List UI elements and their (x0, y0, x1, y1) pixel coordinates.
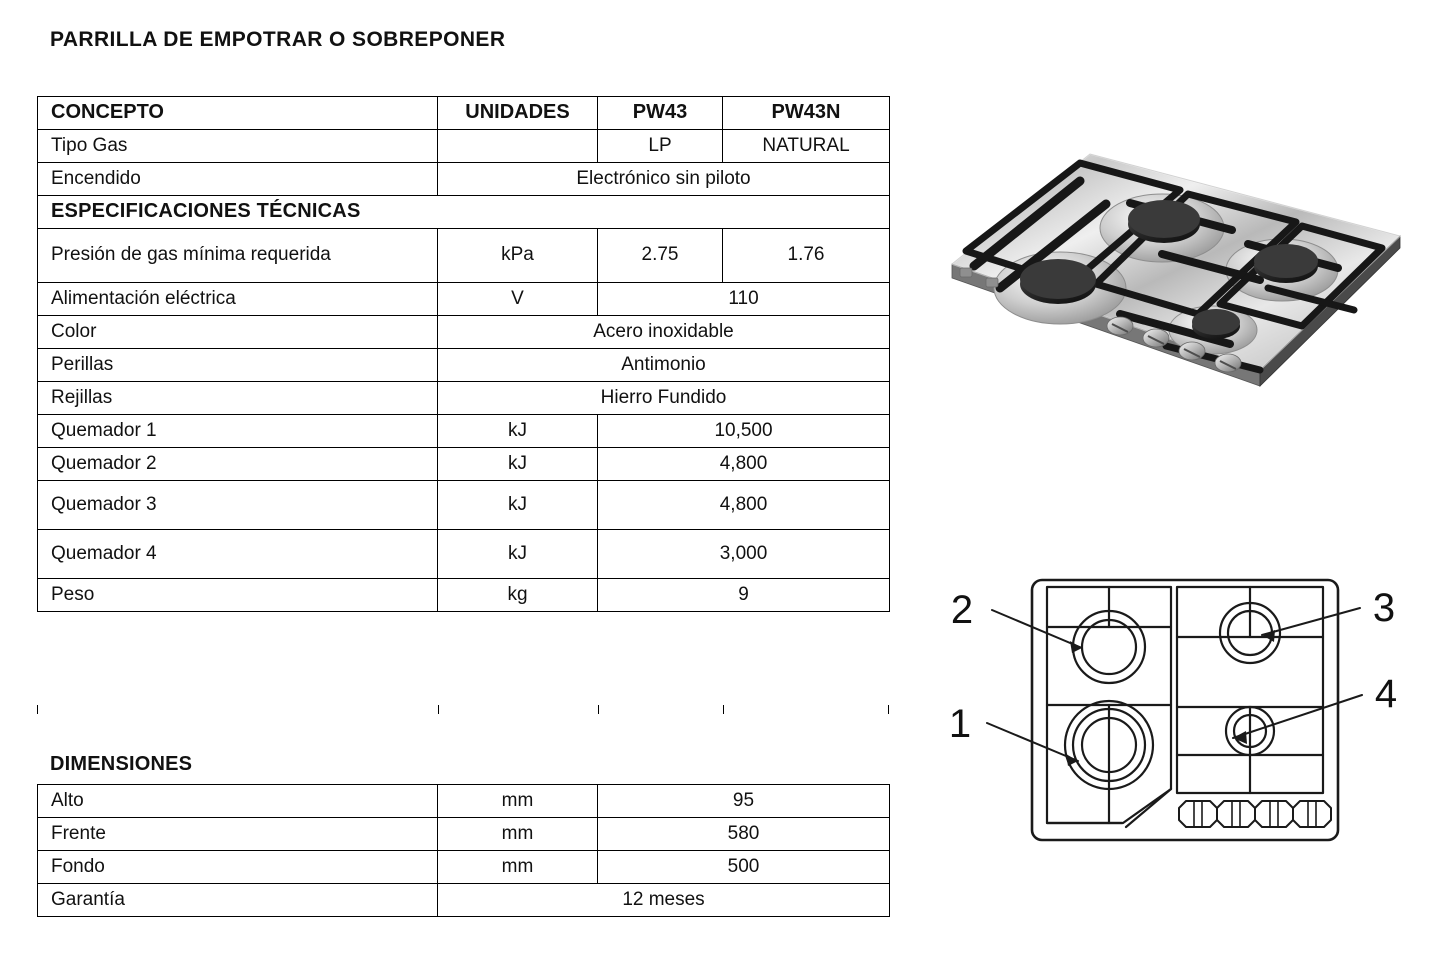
row-units: kJ (438, 530, 598, 579)
row-label: Frente (38, 818, 438, 851)
row-units: kPa (438, 229, 598, 283)
row-value-merged: 12 meses (438, 884, 890, 917)
row-value-merged: 4,800 (598, 481, 890, 530)
row-value-merged: Electrónico sin piloto (438, 163, 890, 196)
row-value: 580 (598, 818, 890, 851)
table-row (38, 130, 890, 163)
row-units: mm (438, 818, 598, 851)
section-heading-row (38, 196, 890, 229)
table-row (38, 163, 890, 196)
row-label: Quemador 4 (38, 530, 438, 579)
row-value-merged: Hierro Fundido (438, 382, 890, 415)
column-header-concepto: CONCEPTO (38, 97, 438, 130)
table-row (38, 316, 890, 349)
row-units: kg (438, 579, 598, 612)
row-value: 95 (598, 785, 890, 818)
row-value-pw43: 2.75 (598, 229, 723, 283)
table-row (38, 448, 890, 481)
row-label: Perillas (38, 349, 438, 382)
product-photo (930, 118, 1415, 418)
row-label: Peso (38, 579, 438, 612)
table-row (38, 349, 890, 382)
dimensions-heading: DIMENSIONES (50, 753, 193, 775)
column-header-unidades: UNIDADES (438, 97, 598, 130)
callout-number-2: 2 (950, 588, 974, 632)
row-units: mm (438, 785, 598, 818)
row-value-pw43n: NATURAL (723, 130, 890, 163)
table-bottom-cutoff (37, 705, 889, 714)
cooktop-top-view-drawing (930, 565, 1420, 865)
row-units: V (438, 283, 598, 316)
row-label: Quemador 1 (38, 415, 438, 448)
page-title: PARRILLA DE EMPOTRAR O SOBREPONER (50, 28, 506, 51)
row-value-merged: 4,800 (598, 448, 890, 481)
column-header-pw43: PW43 (598, 97, 723, 130)
row-units: kJ (438, 448, 598, 481)
burner-layout-diagram (930, 565, 1420, 865)
row-label: Tipo Gas (38, 130, 438, 163)
table-row (38, 579, 890, 612)
column-header-pw43n: PW43N (723, 97, 890, 130)
row-value-pw43n: 1.76 (723, 229, 890, 283)
row-value: 500 (598, 851, 890, 884)
table-row (38, 851, 890, 884)
row-value-merged: 10,500 (598, 415, 890, 448)
row-value-merged: Acero inoxidable (438, 316, 890, 349)
row-label: Alto (38, 785, 438, 818)
leader-line-4 (1233, 695, 1362, 738)
row-label: Alimentación eléctrica (38, 283, 438, 316)
chamfer-edge (1126, 789, 1171, 827)
table-row (38, 884, 890, 917)
callout-number-1: 1 (948, 702, 972, 746)
row-value-merged: Antimonio (438, 349, 890, 382)
cooktop-photo-illustration (930, 118, 1415, 418)
row-label: Garantía (38, 884, 438, 917)
row-label: Color (38, 316, 438, 349)
row-label: Encendido (38, 163, 438, 196)
table-row (38, 382, 890, 415)
row-units (438, 130, 598, 163)
specifications-table (37, 96, 890, 612)
row-label: Presión de gas mínima requerida (38, 229, 438, 283)
row-label: Rejillas (38, 382, 438, 415)
table-row (38, 818, 890, 851)
row-units: kJ (438, 481, 598, 530)
row-units: mm (438, 851, 598, 884)
dimensions-table (37, 784, 890, 917)
table-row (38, 530, 890, 579)
row-label: Quemador 3 (38, 481, 438, 530)
table-row (38, 481, 890, 530)
right-grate-bars (1177, 587, 1323, 793)
row-value-pw43: LP (598, 130, 723, 163)
row-value-merged: 3,000 (598, 530, 890, 579)
table-row (38, 229, 890, 283)
table-header-row (38, 97, 890, 130)
row-value-merged: 9 (598, 579, 890, 612)
row-value-merged: 110 (598, 283, 890, 316)
row-label: Quemador 2 (38, 448, 438, 481)
row-label: Fondo (38, 851, 438, 884)
table-row (38, 415, 890, 448)
leader-line-2 (992, 610, 1082, 648)
table-row (38, 283, 890, 316)
callout-number-3: 3 (1372, 586, 1396, 630)
callout-number-4: 4 (1374, 672, 1398, 716)
diagram-knobs (1179, 801, 1331, 827)
table-row (38, 785, 890, 818)
callout-leader-lines (987, 608, 1362, 761)
section-label: ESPECIFICACIONES TÉCNICAS (38, 196, 890, 229)
left-grate-bars (1047, 587, 1171, 823)
row-units: kJ (438, 415, 598, 448)
